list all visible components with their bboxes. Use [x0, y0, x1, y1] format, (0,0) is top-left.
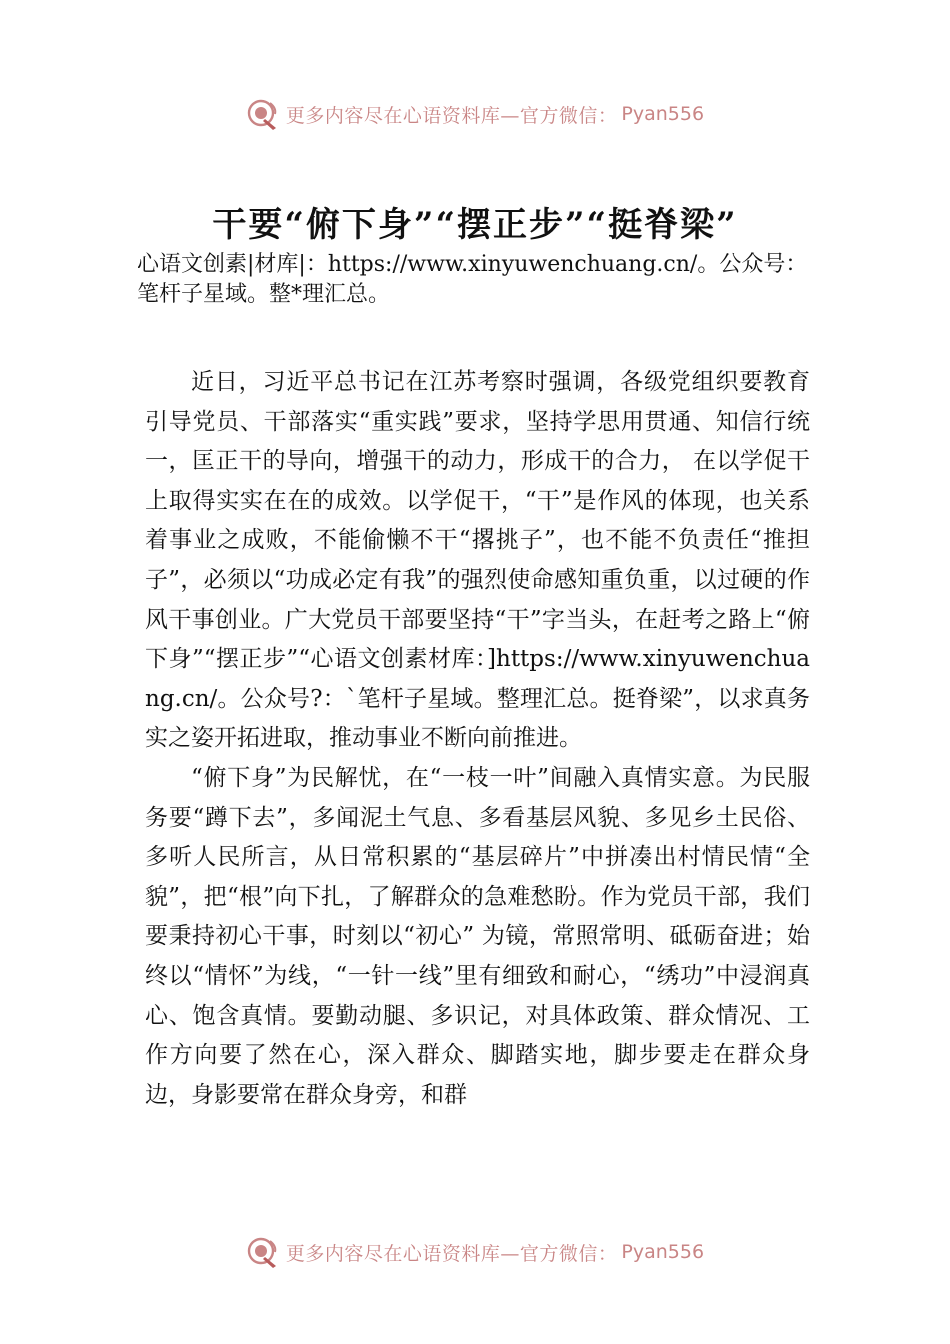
paragraph: 近日，习近平总书记在江苏考察时强调，各级党组织要教育引导党员、干部落实“重实践”要求，坚持学思用贯通、知信行统一，匡正干的导向，增强干的动力，形成干的合力， 在以学促干上取得实实在在的成效。以学促干，“干”是作风的体现，也关系着事业之成败，不能偷懒不干“撂挑子”，也不能不负责任“推担子”，必须以“功成必定有我”的强烈使命感知重负重，以过硬的作风干事创业。广大党员干部要坚持“干”字当头，在赶考之路上“俯下身”“摆正步”“心语文创素材库：]https://www.xinyuwenchuang.cn/。公众号?：`笔杆子星域。整理汇总。挺脊梁”，以求真务实之姿开拓进取，推动事业不断向前推进。 — [145, 369, 810, 752]
source-line: 心语文创素|材库|：https://www.xinyuwenchuang.cn/。公众号：笔杆子星域。整*理汇总。 — [137, 252, 808, 307]
watermark-wechat-id: Pyan556 — [621, 1241, 705, 1263]
article-body — [145, 363, 810, 1115]
watermark-text: 更多内容尽在心语资料库—官方微信： — [285, 104, 618, 127]
watermark-text: 更多内容尽在心语资料库—官方微信： — [285, 1242, 618, 1265]
paragraph: “俯下身”为民解忧，在“一枝一叶”间融入真情实意。为民服务要“蹲下去”，多闻泥土气息、多看基层风貌、多见乡土民俗、多听人民所言，从日常积累的“基层碎片”中拼凑出村情民情“全貌”，把“根”向下扎，了解群众的急难愁盼。作为党员干部，我们要秉持初心干事，时刻以“初心” 为镜，常照常明、砥砺奋进；始终以“情怀”为线，“一针一线”里有细致和耐心，“绣功”中浸润真心、饱含真情。要勤动腿、多识记，对具体政策、群众情况、工作方向要了然在心，深入群众、脚踏实地，脚步要走在群众身边，身影要常在群众身旁，和群 — [145, 764, 810, 1108]
pen-seal-logo-icon — [246, 1235, 280, 1269]
watermark-wechat-id: Pyan556 — [621, 103, 705, 125]
pen-seal-logo-icon — [246, 97, 280, 131]
footer-watermark — [0, 1232, 950, 1272]
header-watermark — [0, 94, 950, 134]
article-title: 干要“俯下身”“摆正步”“挺脊梁” — [212, 205, 738, 245]
